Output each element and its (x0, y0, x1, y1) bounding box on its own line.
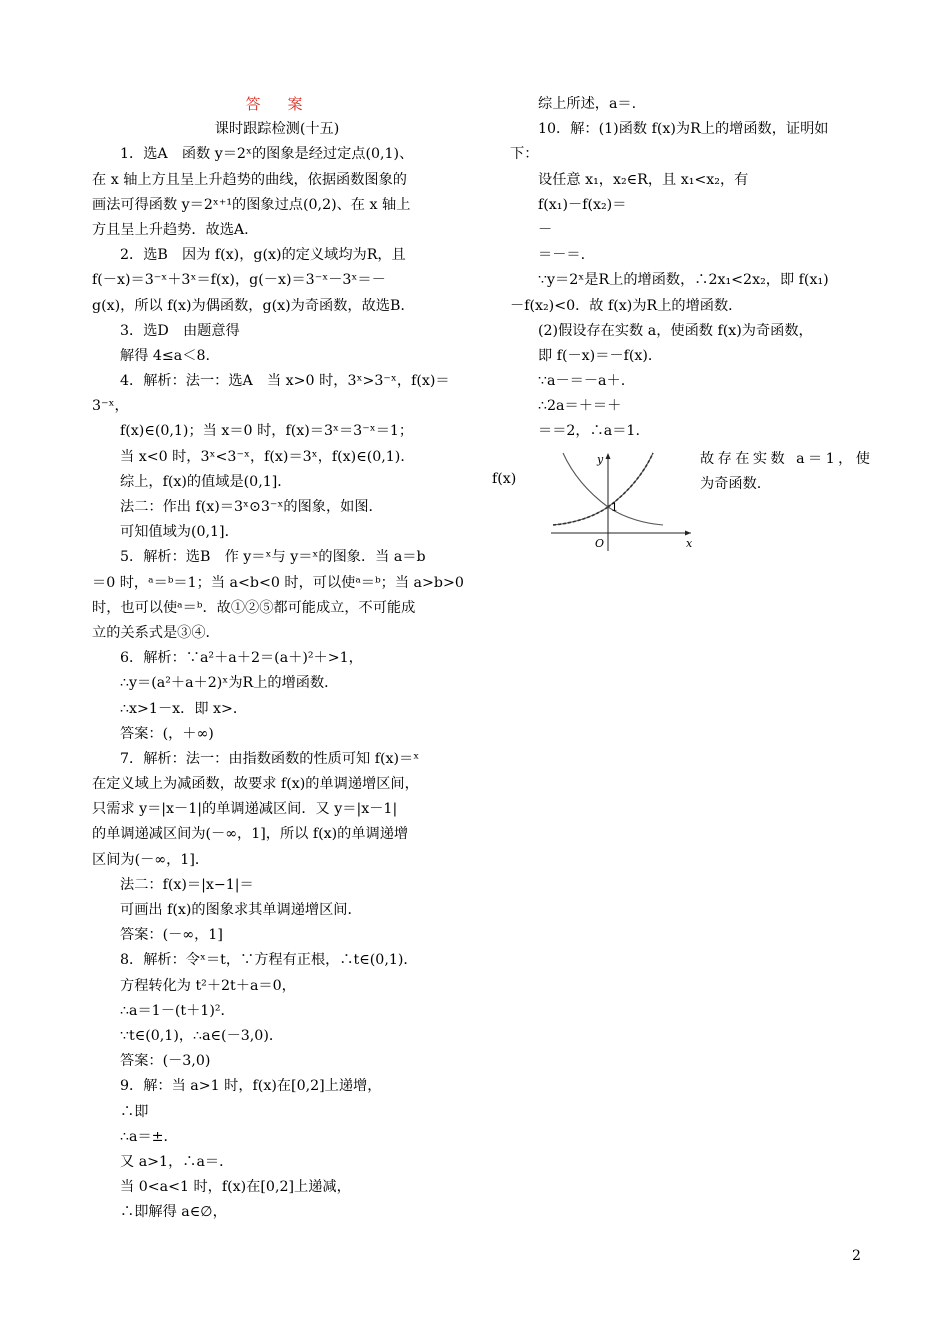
text-line: ∴即解得 a∈∅， (120, 1204, 227, 1221)
text-line: ∴a＝1－(t＋1)²． (120, 1002, 235, 1019)
text-line: 又 a>1，∴a＝． (120, 1153, 234, 1170)
text-line: 当 x<0 时，3ˣ<3⁻ˣ，f(x)＝3ˣ，f(x)∈(0,1)． (120, 448, 415, 465)
text-line: －f(x₂)<0．故 f(x)为R上的增函数． (510, 297, 743, 314)
text-line: 可知值域为(0,1]． (120, 524, 239, 541)
y-axis-label: y (597, 452, 604, 466)
figure-conclusion (700, 447, 870, 497)
left-column (92, 92, 462, 1225)
text-line: ∴即 (120, 1103, 149, 1120)
text-line: ∵t∈(0,1)，∴a∈(－3,0)． (120, 1027, 284, 1044)
point-label: 1 (611, 500, 618, 514)
text-line: f(x)∈(0,1)；当 x＝0 时，f(x)＝3ˣ＝3⁻ˣ＝1； (120, 423, 414, 440)
text-line: f(x₁)－f(x₂)＝ (538, 196, 627, 213)
text-line: ∴a＝±． (120, 1128, 178, 1145)
text-line: 2．选B 因为 f(x)，g(x)的定义域均为R，且 (120, 247, 406, 264)
text-line: 解得 4≤a＜8. (120, 347, 210, 364)
conclusion-line-1: 故存在实数 a＝1，使 (700, 450, 870, 467)
text-line: 答案：(，＋∞) (120, 725, 214, 742)
text-line: 下： (510, 146, 539, 163)
text-line: ＝－＝. (538, 247, 586, 264)
text-line: 法二：作出 f(x)＝3ˣ⊙3⁻ˣ的图象，如图． (120, 499, 383, 515)
text-line: ∵y＝2ˣ是R上的增函数，∴2x₁<2x₂，即 f(x₁) (538, 272, 829, 289)
exercise-subtitle: 课时跟踪检测(十五) (214, 121, 340, 138)
exponential-graph (545, 447, 695, 555)
text-line: 当 0<a<1 时，f(x)在[0,2]上递减， (120, 1179, 351, 1196)
text-line: 的单调递减区间为(－∞，1]，所以 f(x)的单调递增 (92, 826, 409, 843)
text-line: ＝＝2，∴a＝1. (538, 423, 640, 440)
answer-title: 答 案 (245, 95, 309, 113)
text-line: ∴2a＝＋＝＋ (538, 398, 622, 415)
text-line: 设任意 x₁，x₂∈R，且 x₁<x₂，有 (538, 171, 749, 188)
text-line: － (538, 221, 553, 238)
text-line: 7．解析：法一：由指数函数的性质可知 f(x)＝ˣ (120, 750, 420, 767)
conclusion-line-2: 为奇函数. (700, 475, 762, 492)
text-line: 方程转化为 t²＋2t＋a＝0， (120, 977, 296, 994)
text-line: 5．解析：选B 作 y＝ˣ与 y＝ˣ的图象．当 a＝b (120, 549, 426, 566)
text-line: 方且呈上升趋势．故选A. (92, 221, 249, 238)
text-line: ∴y＝(a²＋a＋2)ˣ为R上的增函数． (120, 675, 339, 692)
left-body (92, 142, 462, 1225)
text-line: 综上所述，a＝. (538, 96, 637, 112)
fx-label: f(x) (492, 470, 517, 487)
text-line: 答案：(－∞，1] (120, 927, 223, 944)
text-line: 6．解析：∵a²＋a＋2＝(a＋)²＋>1， (120, 650, 363, 667)
page-number: 2 (852, 1248, 861, 1264)
text-line: 时，也可以使ᵃ＝ᵇ．故①②⑤都可能成立，不可能成 (92, 599, 416, 616)
figure-row (492, 447, 870, 557)
text-line: 10．解：(1)函数 f(x)为R上的增函数，证明如 (538, 121, 829, 138)
text-line: (2)假设存在实数 a，使函数 f(x)为奇函数， (538, 322, 813, 339)
text-line: 在 x 轴上方且呈上升趋势的曲线，依据函数图象的 (92, 171, 407, 188)
text-line: 即 f(－x)＝－f(x)． (538, 347, 663, 364)
text-line: 3⁻ˣ， (92, 398, 129, 415)
text-line: 综上，f(x)的值域是(0,1]． (120, 473, 292, 490)
x-axis-label: x (686, 536, 693, 550)
text-line: 立的关系式是③④． (92, 624, 220, 641)
text-line: g(x)，所以 f(x)为偶函数，g(x)为奇函数，故选B. (92, 297, 405, 314)
text-line: 4．解析：法一：选A 当 x>0 时，3ˣ>3⁻ˣ，f(x)＝ (120, 373, 450, 390)
text-line: 在定义域上为减函数，故要求 f(x)的单调递增区间， (92, 776, 419, 793)
text-line: 区间为(－∞，1]． (92, 851, 210, 868)
text-line: 只需求 y＝|x－1|的单调递减区间．又 y＝|x－1| (92, 801, 398, 818)
text-line: ＝0 时，ᵃ＝ᵇ＝1；当 a<b<0 时，可以使ᵃ＝ᵇ；当 a>b>0 (92, 574, 464, 591)
text-line: 画法可得函数 y＝2ˣ⁺¹的图象过点(0,2)、在 x 轴上 (92, 196, 411, 213)
right-column (492, 92, 870, 557)
text-line: 法二：f(x)＝|x−1|＝ (120, 876, 254, 893)
text-line: 9．解：当 a>1 时，f(x)在[0,2]上递增， (120, 1078, 382, 1095)
origin-label: O (595, 536, 605, 550)
right-body (510, 92, 862, 445)
text-line: 3．选D 由题意得 (120, 322, 240, 339)
text-line: 答案：(－3,0) (120, 1053, 211, 1070)
text-line: ∵a－＝－a＋. (538, 373, 626, 390)
text-line: ∴x>1－x．即 x>． (120, 700, 248, 717)
text-line: f(－x)＝3⁻ˣ＋3ˣ＝f(x)，g(－x)＝3⁻ˣ－3ˣ＝－ (92, 272, 386, 289)
text-line: 可画出 f(x)的图象求其单调递增区间． (120, 902, 362, 918)
text-line: 1．选A 函数 y＝2ˣ的图象是经过定点(0,1)、 (120, 146, 414, 163)
text-line: 8．解析：令ˣ＝t，∵方程有正根，∴t∈(0,1)． (120, 952, 418, 969)
